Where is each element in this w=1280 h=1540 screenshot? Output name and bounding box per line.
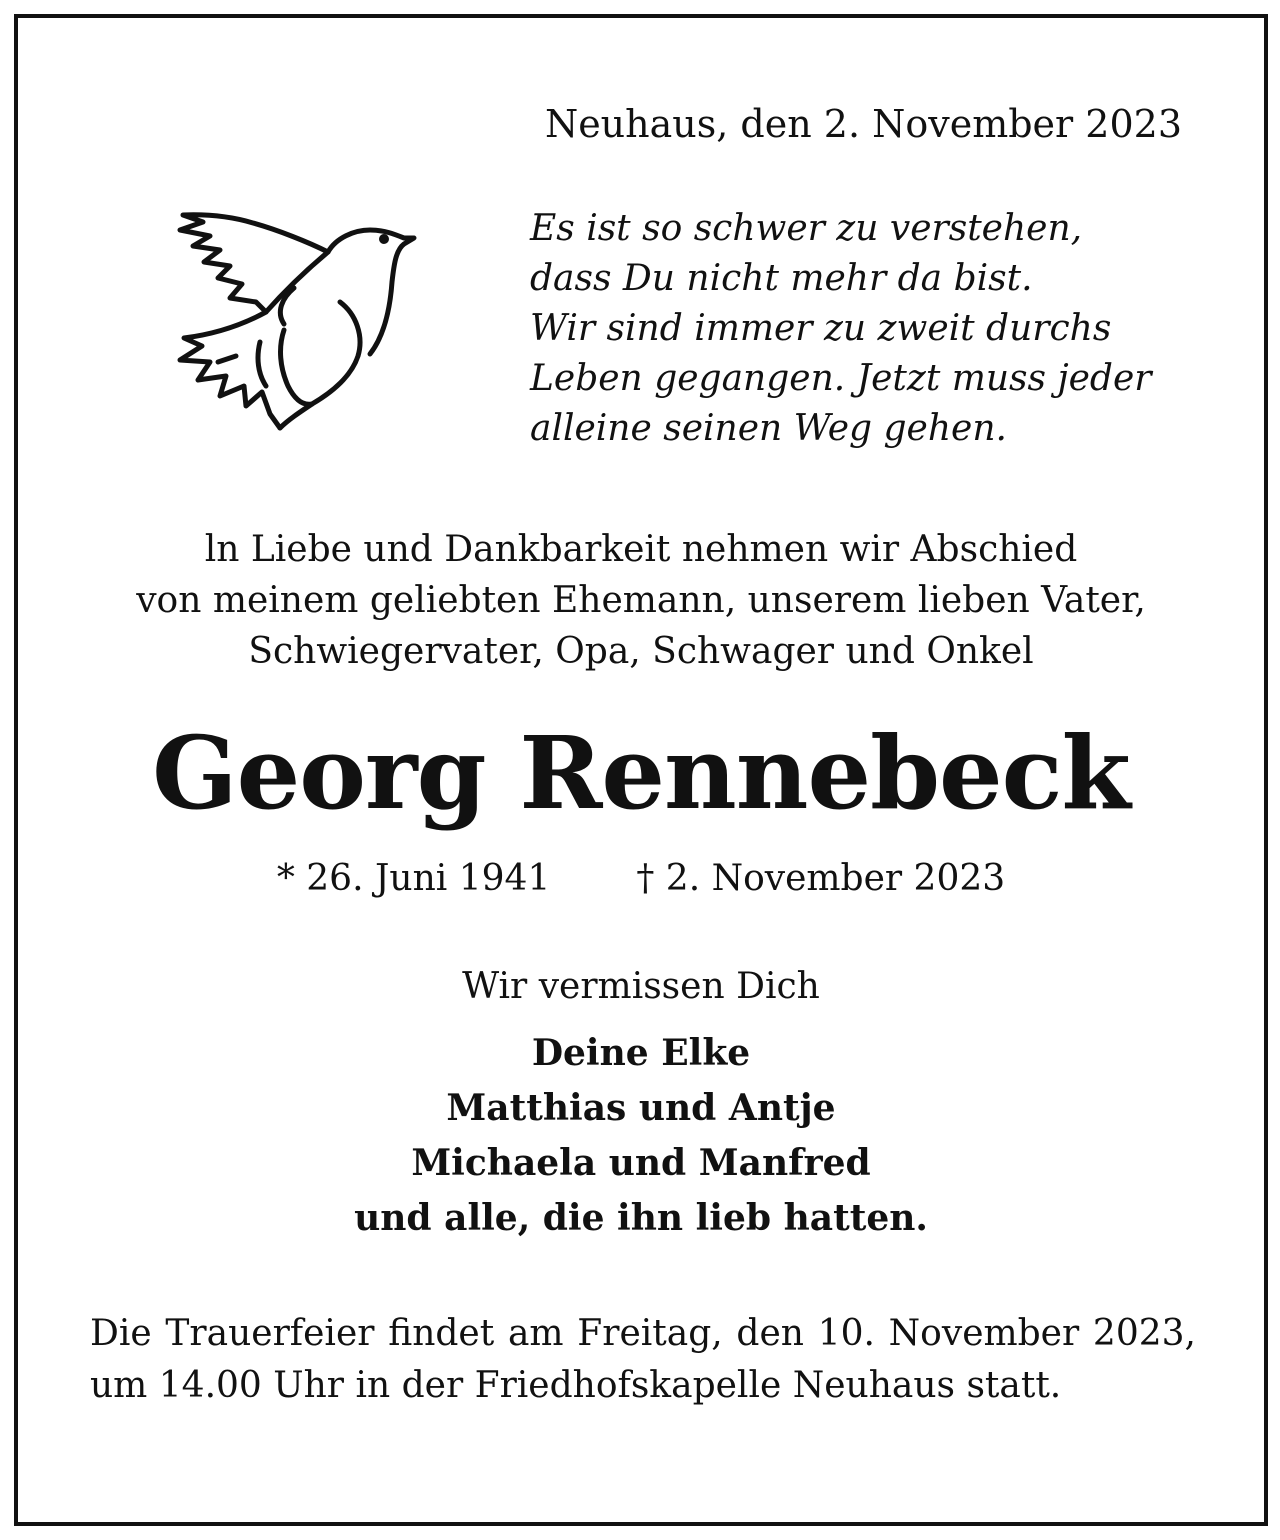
miss-line: Wir vermissen Dich	[462, 966, 820, 1007]
intro-line: von meinem geliebten Ehemann, unserem lieben Vater,	[136, 580, 1146, 621]
poem-line: dass Du nicht mehr da bist.	[530, 258, 1033, 299]
poem-line: Wir sind immer zu zweit durchs	[530, 308, 1112, 349]
birth-date: * 26. Juni 1941	[276, 858, 551, 899]
intro-line: ln Liebe und Dankbarkeit nehmen wir Abschied	[204, 529, 1078, 570]
farewell-intro	[18, 524, 1264, 677]
poem	[530, 204, 1151, 454]
mourner-line: Deine Elke	[531, 1032, 751, 1074]
life-dates	[18, 854, 1264, 904]
deceased-name: Georg Rennebeck	[152, 714, 1130, 832]
dove-icon	[158, 190, 428, 440]
poem-line: Leben gegangen. Jetzt muss jeder	[530, 358, 1152, 399]
intro-line: Schwiegervater, Opa, Schwager und Onkel	[248, 631, 1034, 672]
mourner-line: Matthias und Antje	[446, 1087, 836, 1129]
place-date: Neuhaus, den 2. November 2023	[544, 102, 1182, 146]
death-date: † 2. November 2023	[636, 858, 1006, 899]
funeral-info: Die Trauerfeier findet am Freitag, den 10. November 2023, um 14.00 Uhr in der Friedhofskapelle Neuhaus statt.	[90, 1313, 1196, 1406]
mourner-line: Michaela und Manfred	[411, 1142, 871, 1184]
mourner-line: und alle, die ihn lieb hatten.	[354, 1197, 928, 1239]
poem-line: alleine seinen Weg gehen.	[530, 408, 1007, 449]
mourners	[18, 1026, 1264, 1246]
poem-line: Es ist so schwer zu verstehen,	[530, 208, 1083, 249]
obituary-notice	[14, 14, 1268, 1526]
